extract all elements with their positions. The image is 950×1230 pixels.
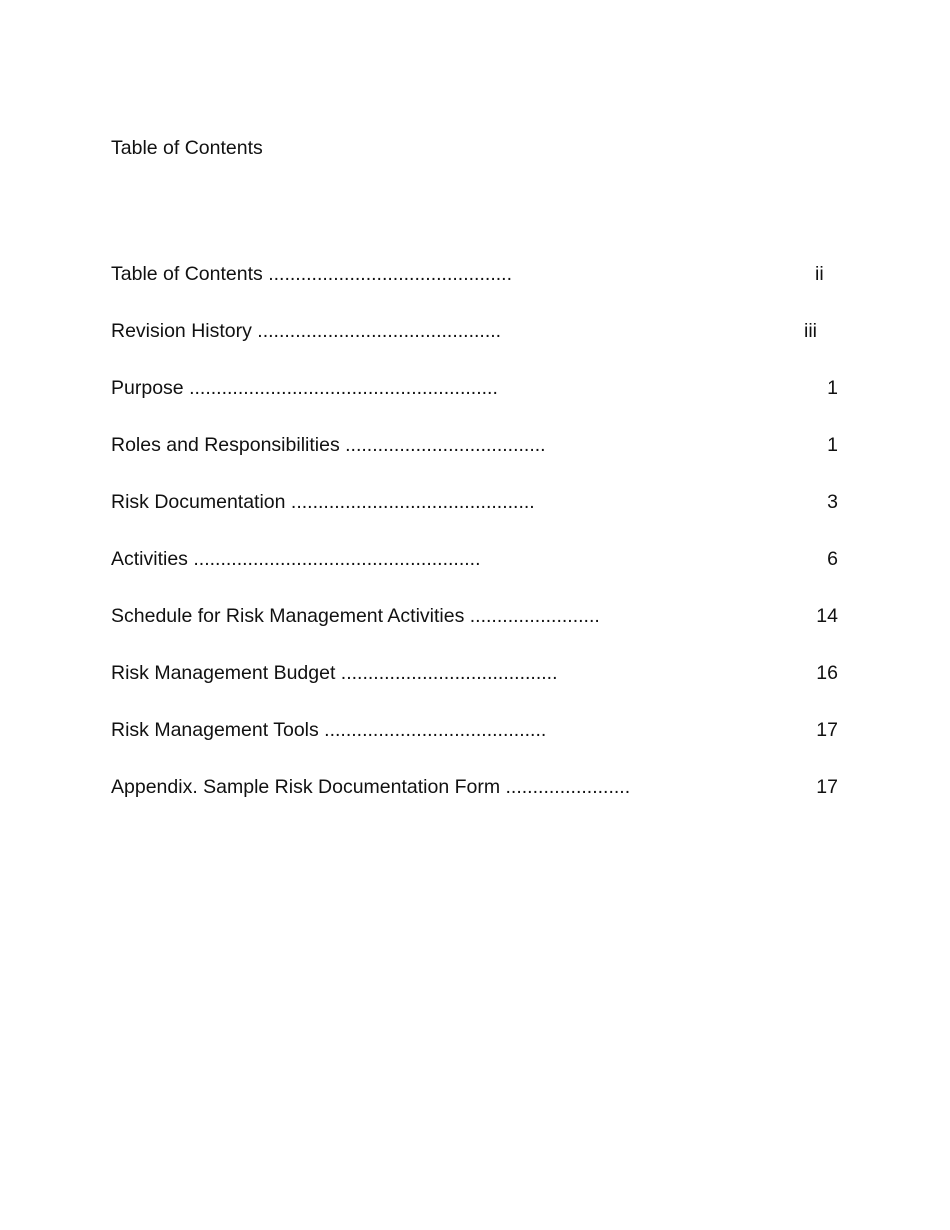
toc-page-number[interactable]: 16 bbox=[816, 662, 838, 684]
toc-entry-roles-and-responsibilities bbox=[0, 432, 950, 458]
toc-entry-title: Table of Contents bbox=[111, 263, 263, 285]
toc-entry-revision-history bbox=[0, 318, 950, 344]
toc-dot-leader: ......................................................... bbox=[189, 377, 498, 399]
toc-entry-title: Purpose bbox=[111, 377, 184, 399]
toc-entry-title: Revision History bbox=[111, 320, 252, 342]
toc-page-number[interactable]: 17 bbox=[816, 776, 838, 798]
toc-entry-title: Roles and Responsibilities bbox=[111, 434, 340, 456]
toc-page-number[interactable]: iii bbox=[804, 320, 817, 342]
toc-entry-link[interactable] bbox=[111, 432, 546, 458]
toc-dot-leader: ............................................. bbox=[257, 320, 502, 342]
toc-page-number[interactable]: 3 bbox=[827, 491, 838, 513]
toc-dot-leader: ........................................ bbox=[340, 662, 558, 684]
toc-entry-link[interactable] bbox=[111, 489, 535, 515]
toc-entry-table-of-contents bbox=[0, 261, 950, 287]
toc-page-number[interactable]: 14 bbox=[816, 605, 838, 627]
toc-entry-title: Risk Documentation bbox=[111, 491, 286, 513]
toc-entry-link[interactable] bbox=[111, 660, 558, 686]
toc-page-number[interactable]: 17 bbox=[816, 719, 838, 741]
toc-dot-leader: ........................ bbox=[469, 605, 600, 627]
toc-entry-link[interactable] bbox=[111, 717, 546, 743]
toc-dot-leader: ....................... bbox=[505, 776, 631, 798]
toc-entry-title: Risk Management Tools bbox=[111, 719, 319, 741]
toc-entry-activities bbox=[0, 546, 950, 572]
toc-entry-title: Appendix. Sample Risk Documentation Form bbox=[111, 776, 501, 798]
toc-page-number[interactable]: 1 bbox=[827, 434, 838, 456]
toc-entry-link[interactable] bbox=[111, 261, 512, 287]
toc-entry-title: Activities bbox=[111, 548, 188, 570]
toc-page-number[interactable]: 6 bbox=[827, 548, 838, 570]
toc-dot-leader: ..................................................... bbox=[193, 548, 481, 570]
toc-entry-schedule-for-risk-management-activities bbox=[0, 603, 950, 629]
toc-dot-leader: ......................................... bbox=[324, 719, 547, 741]
toc-dot-leader: ............................................. bbox=[290, 491, 535, 513]
page-title: Table of Contents bbox=[111, 137, 263, 159]
toc-entry-link[interactable] bbox=[111, 375, 498, 401]
toc-entry-risk-management-tools bbox=[0, 717, 950, 743]
toc-page-number[interactable]: 1 bbox=[827, 377, 838, 399]
toc-dot-leader: ............................................. bbox=[268, 263, 512, 285]
toc-entry-link[interactable] bbox=[111, 546, 481, 572]
toc-entry-link[interactable] bbox=[111, 603, 600, 629]
toc-entry-appendix-sample-risk-documentation-form bbox=[0, 774, 950, 800]
toc-entry-link[interactable] bbox=[111, 774, 630, 800]
toc-entry-risk-documentation bbox=[0, 489, 950, 515]
toc-entry-risk-management-budget bbox=[0, 660, 950, 686]
toc-entry-purpose bbox=[0, 375, 950, 401]
toc-entry-title: Schedule for Risk Management Activities bbox=[111, 605, 465, 627]
toc-entry-title: Risk Management Budget bbox=[111, 662, 336, 684]
toc-entry-link[interactable] bbox=[111, 318, 501, 344]
toc-dot-leader: ..................................... bbox=[345, 434, 546, 456]
toc-page-number[interactable]: ii bbox=[815, 263, 824, 285]
